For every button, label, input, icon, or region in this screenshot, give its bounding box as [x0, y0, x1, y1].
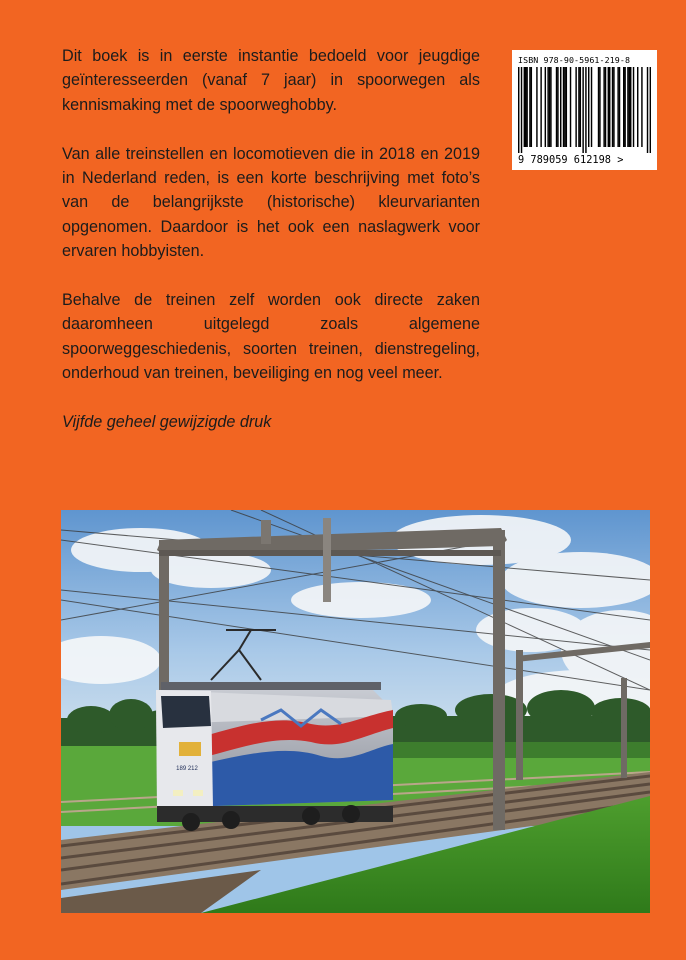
barcode-bar: [588, 67, 589, 147]
blurb-paragraph-1: Dit boek is in eerste instantie bedoeld voor jeugdige geïnteresseerden (vanaf 7 jaar) in spoorwegen als kennismaking met de spoorweghobby.: [62, 47, 480, 114]
ean-digits: 9 789059 612198 >: [518, 154, 624, 166]
barcode-bar: [637, 67, 638, 147]
barcode-bar: [563, 67, 564, 147]
barcode-bar: [570, 67, 571, 147]
barcode-bars: [518, 67, 651, 153]
barcode-bar: [550, 67, 551, 147]
barcode-bar: [549, 67, 550, 147]
barcode-bar: [641, 67, 642, 147]
barcode-bar: [612, 67, 613, 147]
barcode-bar: [650, 67, 651, 153]
barcode-bar: [599, 67, 600, 147]
barcode-bar: [603, 67, 604, 147]
barcode-bar: [547, 67, 548, 147]
barcode-bar: [630, 67, 631, 147]
barcode-bar: [540, 67, 541, 147]
barcode-bar: [578, 67, 579, 147]
loco-logo: [179, 742, 201, 756]
barcode-bar: [526, 67, 527, 147]
barcode-bar: [647, 67, 648, 153]
barcode-bar: [521, 67, 522, 153]
barcode-bar: [623, 67, 624, 147]
barcode-bar: [566, 67, 567, 147]
barcode-bar: [529, 67, 530, 147]
barcode-bar: [624, 67, 625, 147]
barcode-bar: [560, 67, 561, 147]
barcode-bar: [582, 67, 583, 153]
barcode-bar: [627, 67, 628, 147]
barcode-bar: [556, 67, 557, 147]
edition-note: Vijfde geheel gewijzigde druk: [62, 413, 272, 432]
barcode-bar: [617, 67, 618, 147]
barcode-bar: [598, 67, 599, 147]
barcode-bar: [564, 67, 565, 147]
blurb-paragraph-3: Behalve de treinen zelf worden ook directe zaken daaromheen uitgelegd zoals algemene spoorweggeschiedenis, soorten treinen, dienstregeling, onderhoud van treinen, beveiliging en nog veel meer.: [62, 291, 480, 383]
barcode-bar: [605, 67, 606, 147]
isbn-barcode: [512, 50, 657, 170]
barcode-bar: [545, 67, 546, 147]
barcode-bar: [613, 67, 614, 147]
cover-photo-locomotive: [61, 510, 650, 913]
barcode-bar: [629, 67, 630, 147]
railway-scene: [61, 510, 650, 913]
barcode-bar: [633, 67, 634, 147]
isbn-label: ISBN 978-90-5961-219-8: [518, 55, 631, 65]
barcode-bar: [580, 67, 581, 147]
barcode-bar: [518, 67, 519, 153]
back-cover-blurb: [62, 44, 480, 459]
barcode-bar: [525, 67, 526, 147]
barcode-bar: [531, 67, 532, 147]
loco-number-plate: 189 212: [176, 766, 198, 772]
barcode-bar: [591, 67, 592, 147]
barcode-bar: [575, 67, 576, 147]
blurb-paragraph-2: Van alle treinstellen en locomotieven die in 2018 en 2019 in Nederland reden, is een korte beschrijving met foto’s van de belangrijkste (historische) kleurvarianten opgenomen. Daardoor is het ook een naslagwerk voor ervaren hobbyisten.: [62, 144, 480, 261]
barcode-bar: [585, 67, 586, 153]
barcode-bar: [524, 67, 525, 147]
barcode-bar: [608, 67, 609, 147]
barcode-bar: [536, 67, 537, 147]
barcode-bar: [557, 67, 558, 147]
barcode-bar: [609, 67, 610, 147]
barcode-bar: [619, 67, 620, 147]
